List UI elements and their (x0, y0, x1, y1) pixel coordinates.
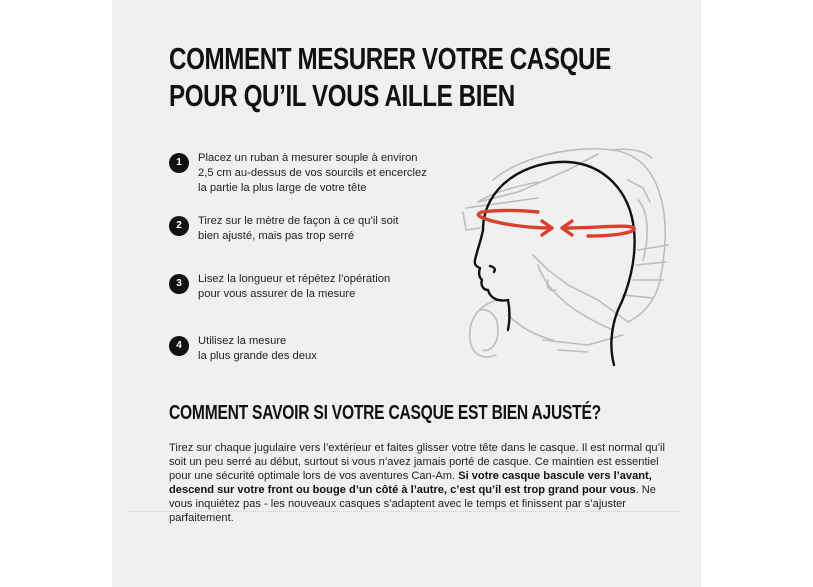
title-line-1: COMMENT MESURER VOTRE CASQUE (169, 41, 611, 76)
section-subtitle: COMMENT SAVOIR SI VOTRE CASQUE EST BIEN AJUSTÉ? (169, 402, 601, 424)
title-line-2: POUR QU’IL VOUS AILLE BIEN (169, 78, 515, 113)
step-text (198, 334, 438, 364)
paragraph-text: Tirez sur chaque jugulaire vers l’extérieur et faites glisser votre tête dans le casque. Il est normal qu’il soit un peu serré au début, surtout si vous n’avez jamais porté de casque. Ce maintien est essentiel pour une sécurité optimale lors de vos aventures Can-Am. (169, 442, 665, 482)
paragraph-text-end: . Ne vous inquiétez pas - les nouveaux casques s’adaptent avec le temps et finissent par s’ajuster parfaitement. (169, 483, 656, 524)
step-text (198, 272, 438, 302)
step-text (198, 214, 438, 244)
step-number-badge: 3 (169, 274, 189, 294)
step-number-badge: 2 (169, 216, 189, 236)
divider-dots (130, 511, 680, 514)
paragraph-bold-text: Si votre casque bascule vers l’avant, descend sur votre front ou bouge d’un côté à l’autre, c’est qu’il est trop grand pour vous (169, 469, 652, 496)
step-number-badge: 1 (169, 153, 189, 173)
step-text-line: pour vous assurer de la mesure (198, 288, 356, 300)
step-text (198, 151, 438, 196)
step-text-line: bien ajusté, mais pas trop serré (198, 230, 355, 242)
step-text-line: Tirez sur le mètre de façon à ce qu’il soit (198, 215, 399, 227)
step-text-line: Utilisez la mesure (198, 335, 287, 347)
step-text-line: Lisez la longueur et répétez l’opération (198, 273, 391, 285)
step-text-line: la plus grande des deux (198, 350, 317, 362)
step-number-badge: 4 (169, 336, 189, 356)
step-text-line: 2,5 cm au-dessus de vos sourcils et encerclez (198, 167, 427, 179)
step-text-line: la partie la plus large de votre tête (198, 182, 367, 194)
page-title (169, 40, 611, 114)
helmet-measuring-head-icon (438, 140, 678, 370)
step-text-line: Placez un ruban à mesurer souple à environ (198, 152, 418, 164)
